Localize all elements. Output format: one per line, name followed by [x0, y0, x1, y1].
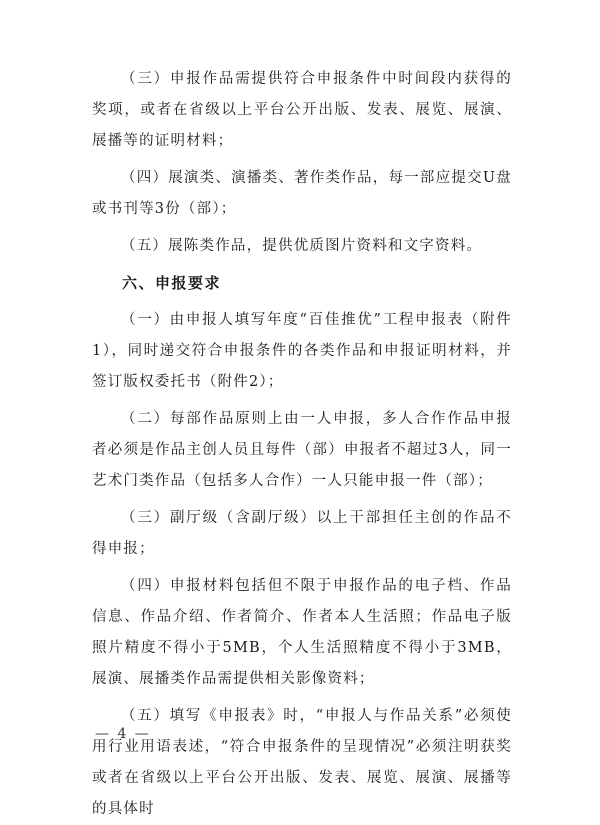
requirement-item-5: （五）填写《申报表》时，“申报人与作品关系”必须使用行业用语表述，“符合申报条件的呈现情况”必须注明获奖或者在省级以上平台公开出版、发表、展览、展演、展播等的具体时 [92, 708, 512, 817]
section-heading-6: 六、申报要求 [122, 274, 222, 292]
requirement-item-1: （一）由申报人填写年度“百佳推优”工程申报表（附件1），同时递交符合申报条件的各类作品和申报证明材料，并签订版权委托书（附件2）； [92, 312, 512, 390]
requirement-item-3: （三）副厅级（含副厅级）以上干部担任主创的作品不得申报； [92, 510, 512, 557]
paragraph-item-5-exhibition: （五）展陈类作品，提供优质图片资料和文字资料。 [121, 238, 483, 254]
paragraph-item-4-submission: （四）展演类、演播类、著作类作品，每一部应提交U盘或书刊等3份（部）； [92, 170, 512, 217]
requirement-item-2: （二）每部作品原则上由一人申报，多人合作作品申报者必须是作品主创人员且每件（部）申报者不超过3人，同一艺术门类作品（包括多人合作）一人只能申报一件（部）； [92, 411, 512, 489]
page-number: — 4 — [95, 726, 151, 742]
document-body [92, 64, 512, 825]
paragraph-item-3-evidence: （三）申报作品需提供符合申报条件中时间段内获得的奖项，或者在省级以上平台公开出版、发表、展览、展演、展播等的证明材料； [92, 71, 512, 149]
requirement-item-4: （四）申报材料包括但不限于申报作品的电子档、作品信息、作品介绍、作者简介、作者本人生活照；作品电子版照片精度不得小于5MB，个人生活照精度不得小于3MB，展演、展播类作品需提供相关影像资料； [92, 578, 512, 687]
